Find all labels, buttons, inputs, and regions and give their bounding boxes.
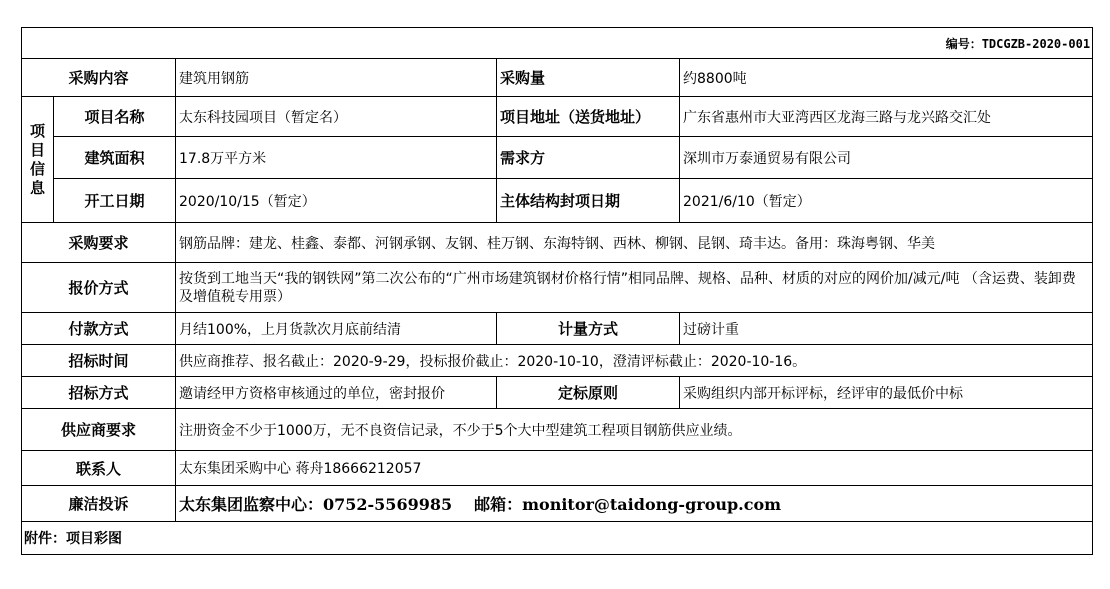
supplier-requirements-value: 注册资金不少于1000万，无不良资信记录，不少于5个大中型建筑工程项目钢筋供应业绩。 <box>176 409 1093 451</box>
bid-time-label: 招标时间 <box>22 345 176 377</box>
contact-label: 联系人 <box>22 451 176 486</box>
topping-date-value: 2021/6/10（暂定） <box>680 179 1093 223</box>
metering-value: 过磅计重 <box>680 313 1093 345</box>
start-date-value: 2020/10/15（暂定） <box>176 179 497 223</box>
payment-label: 付款方式 <box>22 313 176 345</box>
project-info-label: 项 目 信 息 <box>22 97 54 223</box>
bid-time-value: 供应商推荐、报名截止：2020-9-29，投标报价截止：2020-10-10，澄清评标截止：2020-10-16。 <box>176 345 1093 377</box>
project-name-value: 太东科技园项目（暂定名） <box>176 97 497 137</box>
quotation-value: 按货到工地当天“我的钢铁网”第二次公布的“广州市场建筑钢材价格行情”相同品牌、规格、品种、材质的对应的网价加/减元/吨 （含运费、装卸费及增值税专用票） <box>176 263 1093 313</box>
contact-value: 太东集团采购中心 蒋舟18666212057 <box>176 451 1093 486</box>
project-address-label: 项目地址（送货地址） <box>497 97 680 137</box>
integrity-label: 廉洁投诉 <box>22 486 176 522</box>
award-principle-value: 采购组织内部开标评标，经评审的最低价中标 <box>680 377 1093 409</box>
metering-label: 计量方式 <box>497 313 680 345</box>
supplier-requirements-label: 供应商要求 <box>22 409 176 451</box>
procurement-content-value: 建筑用钢筋 <box>176 59 497 97</box>
buyer-value: 深圳市万泰通贸易有限公司 <box>680 137 1093 179</box>
supervision-phone: 太东集团监察中心：0752-5569985 <box>179 495 453 514</box>
building-area-value: 17.8万平方米 <box>176 137 497 179</box>
procurement-quantity-value: 约8800吨 <box>680 59 1093 97</box>
project-name-label: 项目名称 <box>54 97 176 137</box>
bid-method-value: 邀请经甲方资格审核通过的单位，密封报价 <box>176 377 497 409</box>
buyer-label: 需求方 <box>497 137 680 179</box>
attachment-note: 附件：项目彩图 <box>22 522 1093 555</box>
project-address-value: 广东省惠州市大亚湾西区龙海三路与龙兴路交汇处 <box>680 97 1093 137</box>
topping-date-label: 主体结构封项日期 <box>497 179 680 223</box>
bid-method-label: 招标方式 <box>22 377 176 409</box>
payment-value: 月结100%，上月货款次月底前结清 <box>176 313 497 345</box>
requirements-label: 采购要求 <box>22 223 176 263</box>
building-area-label: 建筑面积 <box>54 137 176 179</box>
award-principle-label: 定标原则 <box>497 377 680 409</box>
start-date-label: 开工日期 <box>54 179 176 223</box>
procurement-content-label: 采购内容 <box>22 59 176 97</box>
document-number: 编号：TDCGZB-2020-001 <box>22 28 1093 59</box>
integrity-value <box>176 486 1093 522</box>
requirements-value: 钢筋品牌：建龙、桂鑫、泰都、河钢承钢、友钢、桂万钢、东海特钢、西林、柳钢、昆钢、琦丰达。备用：珠海粤钢、华美 <box>176 223 1093 263</box>
procurement-sheet <box>21 27 1093 555</box>
quotation-label: 报价方式 <box>22 263 176 313</box>
procurement-quantity-label: 采购量 <box>497 59 680 97</box>
supervision-email: 邮箱：monitor@taidong-group.com <box>474 495 782 514</box>
